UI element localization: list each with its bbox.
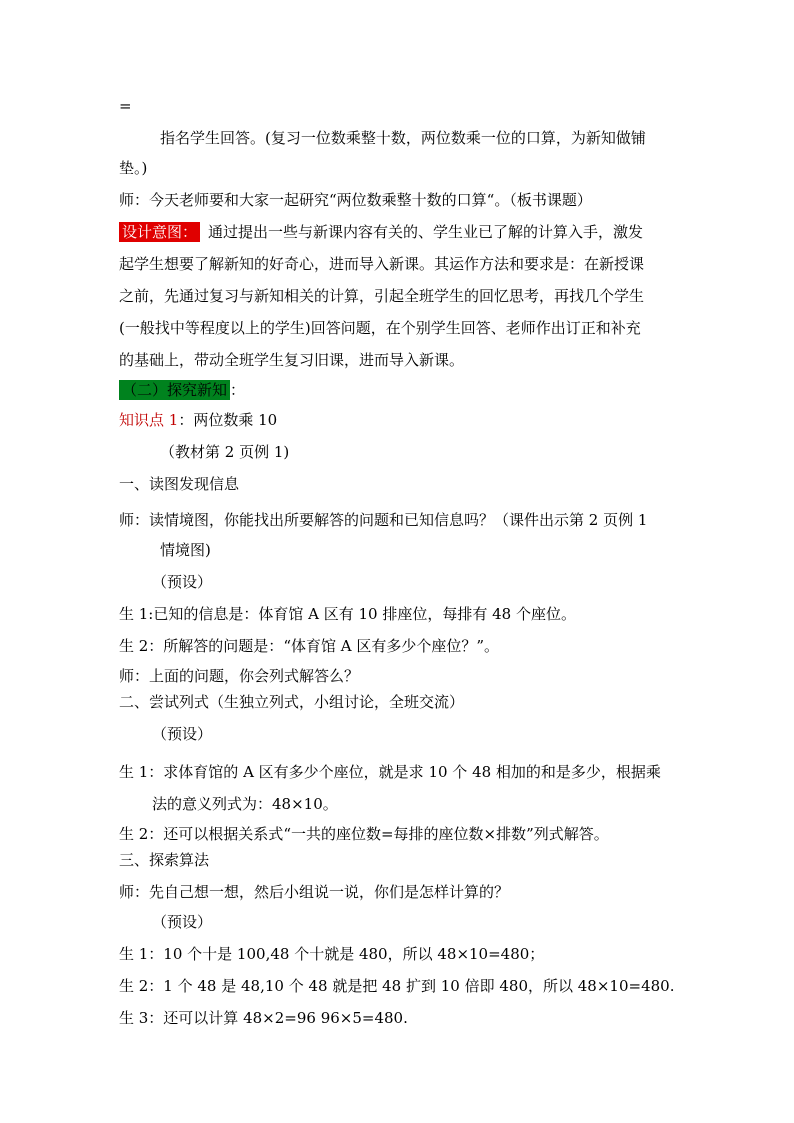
doc-line-student-2c: 生 2：1 个 48 是 48,10 个 48 就是把 48 扩到 10 倍即 480，所以 48×10=480. — [119, 977, 675, 995]
explore-tag-tail: ： — [230, 381, 246, 399]
doc-line-teacher-question: 师：读情境图，你能找出所要解答的问题和已知信息吗？（课件出示第 2 页例 1 — [119, 511, 648, 529]
doc-line-review-prompt: 指名学生回答。(复习一位数乘整十数，两位数乘一位的口算，为新知做铺 — [160, 129, 646, 147]
knowledge-point-heading — [119, 410, 277, 430]
doc-line-design-3: 之前，先通过复习与新知相关的计算，引起全班学生的回忆思考，再找几个学生 — [119, 287, 645, 305]
explore-tag: （二）探究新知 — [119, 380, 230, 400]
design-intent-tag: 设计意图： — [119, 222, 200, 242]
doc-line-student-1: 生 1:已知的信息是：体育馆 A 区有 10 排座位，每排有 48 个座位。 — [119, 605, 576, 623]
doc-line-student-1b: 生 1：求体育馆的 A 区有多少个座位，就是求 10 个 48 相加的和是多少，根据乘 — [119, 763, 661, 781]
doc-line-teacher-intro: 师：今天老师要和大家一起研究“两位数乘整十数的口算“。（板书课题） — [119, 191, 592, 209]
doc-line-student-2: 生 2：所解答的问题是：“体育馆 A 区有多少个座位？”。 — [119, 637, 500, 655]
design-intent-text: 通过提出一些与新课内容有关的、学生业已了解的计算入手，激发 — [208, 223, 644, 241]
doc-line-preset-3: （预设） — [152, 913, 213, 931]
section-heading-explore — [119, 380, 245, 400]
doc-line-review-prompt-cont: 垫。) — [119, 159, 148, 177]
doc-line-teacher-ask: 师：上面的问题，你会列式解答么？ — [119, 667, 360, 685]
doc-line-student-1b-cont: 法的意义列式为：48×10。 — [152, 795, 338, 813]
knowledge-point-text: ：两位数乘 10 — [178, 411, 278, 429]
design-intent-paragraph-start — [119, 222, 643, 242]
doc-line-design-5: 的基础上，带动全班学生复习旧课，进而导入新课。 — [119, 351, 465, 369]
doc-line-student-3c: 生 3：还可以计算 48×2=96 96×5=480. — [119, 1009, 408, 1027]
doc-line-preset-1: （预设） — [152, 573, 213, 591]
doc-line-teacher-question-cont: 情境图) — [160, 541, 211, 559]
doc-line-student-2b: 生 2：还可以根据关系式“一共的座位数=每排的座位数×排数”列式解答。 — [119, 825, 609, 843]
doc-line-design-4: (一般找中等程度以上的学生)回答问题，在个别学生回答、老师作出订正和补充 — [119, 319, 641, 337]
doc-line-design-2: 起学生想要了解新知的好奇心，进而导入新课。其运作方法和要求是：在新授课 — [119, 255, 645, 273]
doc-line-equals: = — [119, 97, 132, 115]
section-heading-try-equation: 二、尝试列式（生独立列式，小组讨论，全班交流） — [119, 693, 465, 711]
doc-line-student-1c: 生 1：10 个十是 100,48 个十就是 480，所以 48×10=480； — [119, 945, 545, 963]
section-heading-read-image: 一、读图发现信息 — [119, 475, 240, 493]
doc-line-textbook-ref: （教材第 2 页例 1) — [160, 443, 290, 461]
section-heading-explore-algorithm: 三、探索算法 — [119, 851, 210, 869]
knowledge-point-label: 知识点 1 — [119, 411, 179, 429]
doc-line-teacher-think: 师：先自己想一想，然后小组说一说，你们是怎样计算的？ — [119, 883, 510, 901]
doc-line-preset-2: （预设） — [152, 725, 213, 743]
